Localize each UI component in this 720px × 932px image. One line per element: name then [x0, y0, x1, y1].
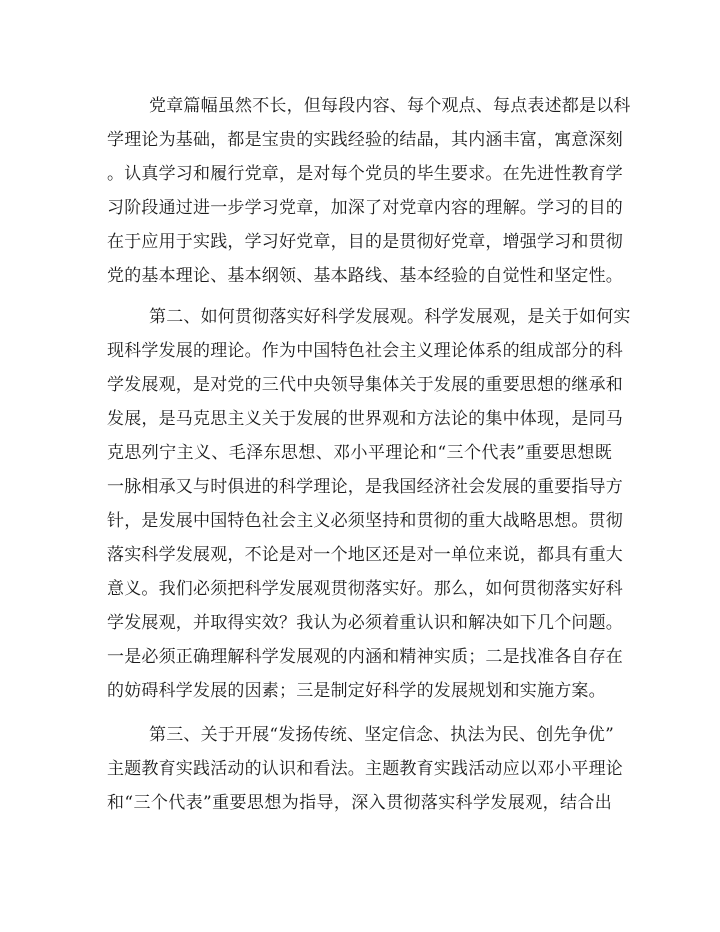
- paragraph-line: 落实科学发展观，不论是对一个地区还是对一单位来说，都具有重大: [107, 545, 623, 565]
- paragraph-line: 克思列宁主义、毛泽东思想、邓小平理论和“三个代表”重要思想既: [107, 443, 612, 463]
- paragraph-line: 一是必须正确理解科学发展观的内涵和精神实质；二是找准各自存在: [107, 647, 623, 667]
- paragraph-line: 。认真学习和履行党章，是对每个党员的毕生要求。在先进性教育学: [107, 164, 623, 184]
- paragraph-line: 学发展观，并取得实效？我认为必须着重认识和解决如下几个问题。: [107, 613, 623, 633]
- paragraph-line: 第二、如何贯彻落实好科学发展观。科学发展观，是关于如何实: [149, 307, 631, 327]
- paragraph-line: 主题教育实践活动的认识和看法。主题教育实践活动应以邓小平理论: [107, 759, 623, 779]
- paragraph-line: 和“三个代表”重要思想为指导，深入贯彻落实科学发展观，结合出: [107, 793, 612, 813]
- paragraph-line: 发展，是马克思主义关于发展的世界观和方法论的集中体现，是同马: [107, 409, 623, 429]
- paragraph-line: 在于应用于实践，学习好党章，目的是贯彻好党章，增强学习和贯彻: [107, 232, 623, 252]
- paragraph-line: 习阶段通过进一步学习党章，加深了对党章内容的理解。学习的目的: [107, 198, 623, 218]
- paragraph-line: 党的基本理论、基本纲领、基本路线、基本经验的自觉性和坚定性。: [107, 266, 623, 286]
- paragraph-line: 的妨碍科学发展的因素；三是制定好科学的发展规划和实施方案。: [107, 681, 606, 701]
- paragraph-line: 党章篇幅虽然不长，但每段内容、每个观点、每点表述都是以科: [149, 96, 631, 116]
- paragraph-line: 学发展观，是对党的三代中央领导集体关于发展的重要思想的继承和: [107, 375, 623, 395]
- paragraph-line: 现科学发展的理论。作为中国特色社会主义理论体系的组成部分的科: [107, 341, 623, 361]
- paragraph-line: 学理论为基础，都是宝贵的实践经验的结晶，其内涵丰富，寓意深刻: [107, 130, 623, 150]
- paragraph-line: 意义。我们必须把科学发展观贯彻落实好。那么，如何贯彻落实好科: [107, 579, 623, 599]
- paragraph-line: 针，是发展中国特色社会主义必须坚持和贯彻的重大战略思想。贯彻: [107, 511, 623, 531]
- paragraph-line: 第三、关于开展“发扬传统、坚定信念、执法为民、创先争优”: [149, 725, 614, 745]
- paragraph-line: 一脉相承又与时俱进的科学理论，是我国经济社会发展的重要指导方: [107, 477, 623, 497]
